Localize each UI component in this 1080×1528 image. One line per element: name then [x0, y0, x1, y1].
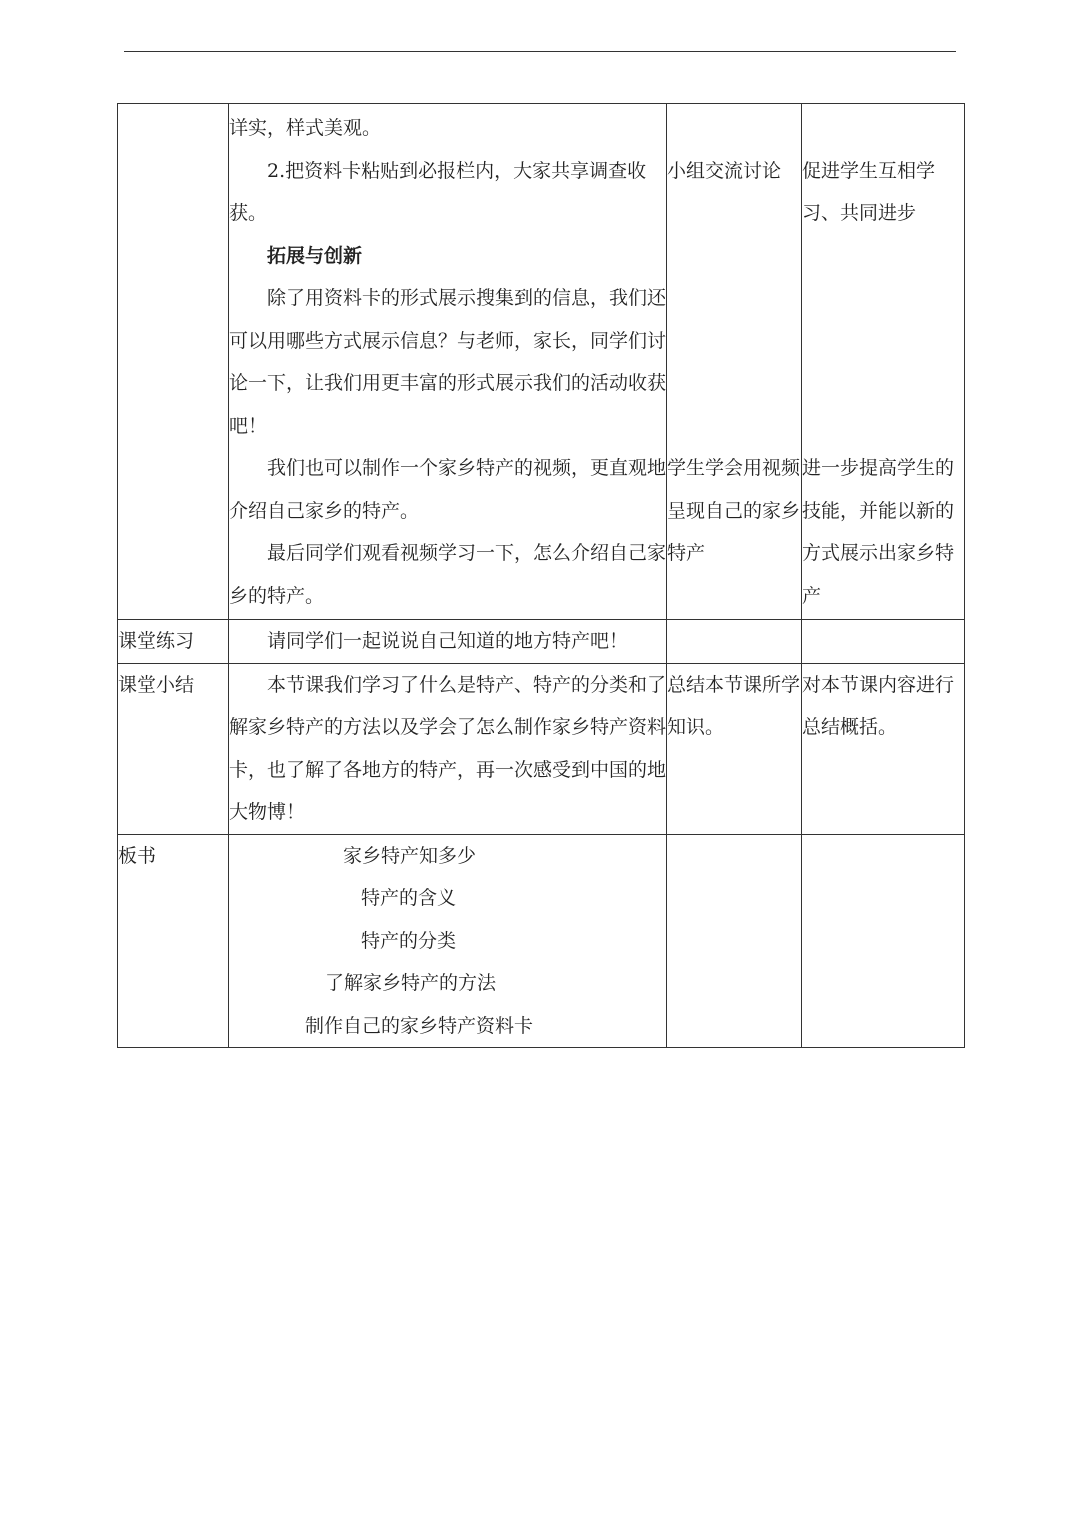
board-line: 制作自己的家乡特产资料卡: [305, 1014, 534, 1037]
design-intent-cell: [802, 104, 965, 620]
activity-paragraph: 我们也可以制作一个家乡特产的视频，更直观地介绍自己家乡的特产。: [229, 457, 667, 522]
activity-row: [118, 104, 965, 620]
board-line: 了解家乡特产的方法: [325, 972, 497, 994]
student-activity-text: 总结本节课所学知识。: [667, 673, 801, 738]
practice-intent-cell: [802, 620, 965, 664]
header-rule: [124, 51, 956, 52]
design-intent-text: 促进学生互相学习、共同进步: [802, 159, 936, 224]
student-activity-cell: [667, 104, 802, 620]
student-activity-text: 小组交流讨论: [667, 159, 782, 182]
section-heading: 拓展与创新: [267, 244, 363, 267]
lesson-plan-table: [117, 103, 965, 1048]
summary-content-cell: [229, 663, 667, 834]
practice-text: 请同学们一起说说自己知道的地方特产吧！: [267, 630, 629, 652]
summary-label-cell: [118, 663, 229, 834]
practice-label-cell: [118, 620, 229, 664]
design-intent-text: 对本节课内容进行总结概括。: [802, 673, 955, 738]
row-label: 课堂练习: [118, 630, 195, 652]
board-title: 家乡特产知多少: [343, 844, 477, 867]
activity-content-cell: [229, 104, 667, 620]
board-row: [118, 834, 965, 1048]
activity-paragraph: 详实，样式美观。: [229, 117, 382, 139]
board-label-cell: [118, 834, 229, 1048]
summary-student-cell: [667, 663, 802, 834]
row-label: 板书: [118, 844, 157, 867]
student-activity-text: 学生学会用视频呈现自己的家乡特产: [667, 457, 801, 564]
design-intent-text: 进一步提高学生的技能，并能以新的方式展示出家乡特产: [802, 457, 955, 607]
practice-content-cell: [229, 620, 667, 664]
board-line: 特产的含义: [361, 887, 457, 909]
activity-paragraph: 除了用资料卡的形式展示搜集到的信息，我们还可以用哪些方式展示信息？与老师，家长，同学们讨论一下，让我们用更丰富的形式展示我们的活动收获吧！: [229, 287, 667, 437]
summary-intent-cell: [802, 663, 965, 834]
board-content-cell: [229, 834, 667, 1048]
board-student-cell: [667, 834, 802, 1048]
board-intent-cell: [802, 834, 965, 1048]
activity-paragraph: 2.把资料卡粘贴到必报栏内，大家共享调查收获。: [229, 159, 647, 224]
activity-paragraph: 最后同学们观看视频学习一下，怎么介绍自己家乡的特产。: [229, 542, 667, 607]
activity-label-cell: [118, 104, 229, 620]
board-line: 特产的分类: [361, 929, 457, 952]
summary-text: 本节课我们学习了什么是特产、特产的分类和了解家乡特产的方法以及学会了怎么制作家乡特产资料卡，也了解了各地方的特产，再一次感受到中国的地大物博！: [229, 673, 667, 823]
practice-student-cell: [667, 620, 802, 664]
row-label: 课堂小结: [118, 673, 195, 696]
practice-row: [118, 620, 965, 664]
summary-row: [118, 663, 965, 834]
